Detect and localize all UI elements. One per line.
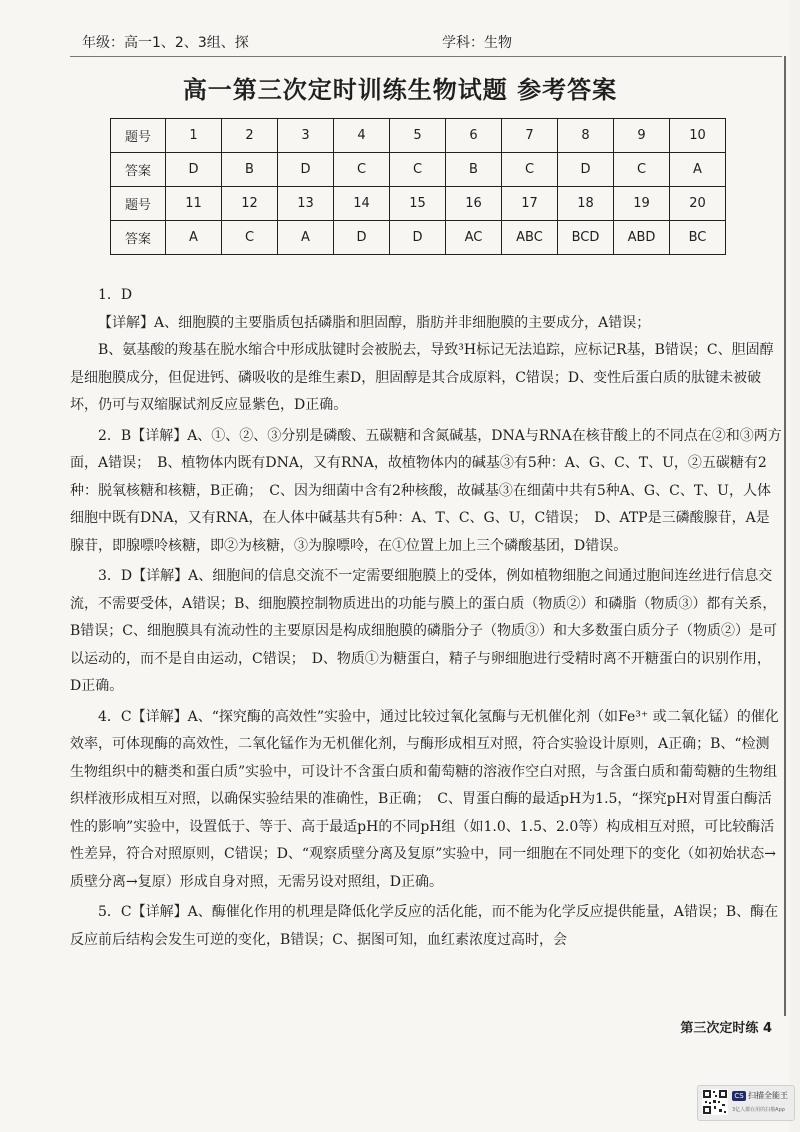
table-cell: 9 [614,119,670,153]
q3-explanation: 3．D【详解】A、细胞间的信息交流不一定需要细胞膜上的受体，例如植物细胞之间通过胞间连丝进行信息交流，不需要受体，A错误；B、细胞膜控制物质进出的功能与膜上的蛋白质（物质②）和磷脂（物质③）都有关系，B错误；C、细胞膜具有流动性的主要原因是构成细胞膜的磷脂分子（物质③）和大多数蛋白质分子（物质②）是可以运动的，而不是自由运动，C错误； D、物质①为糖蛋白，精子与卵细胞进行受精时离不开糖蛋白的识别作用，D正确。 [70,568,777,694]
table-cell: 6 [446,119,502,153]
table-cell: C [614,153,670,187]
page-edge-line [784,56,786,1016]
table-cell: ABD [614,221,670,255]
table-row [111,221,726,255]
table-cell: D [334,221,390,255]
q5-explanation: 5．C【详解】A、酶催化作用的机理是降低化学反应的活化能，而不能为化学反应提供能量，A错误；B、酶在反应前后结构会发生可逆的变化，B错误；C、据图可知，血红素浓度过高时，会 [70,904,779,948]
cs-logo: CS [732,1091,746,1101]
q1-detail-a: 【详解】A、细胞膜的主要脂质包括磷脂和胆固醇，脂肪并非细胞膜的主要成分，A错误； [98,314,651,331]
table-cell: C [222,221,278,255]
table-cell: 13 [278,187,334,221]
table-cell: D [278,153,334,187]
row-label-cell: 题号 [111,187,166,221]
table-cell: 18 [558,187,614,221]
grade-label: 年级：高一1、2、3组、探 [82,35,249,51]
table-cell: 1 [166,119,222,153]
row-label-cell: 答案 [111,221,166,255]
subject-label: 学科：生物 [442,35,512,51]
table-cell: 5 [390,119,446,153]
table-row [111,187,726,221]
page-footer-label: 第三次定时练 4 [680,1021,772,1036]
table-cell: A [278,221,334,255]
table-cell: 2 [222,119,278,153]
table-cell: 12 [222,187,278,221]
table-cell: 3 [278,119,334,153]
table-cell: 10 [670,119,726,153]
table-row [111,153,726,187]
scanner-app-tagline: 3亿人都在用的扫描App [732,1107,785,1113]
row-label-cell: 答案 [111,153,166,187]
table-cell: B [446,153,502,187]
table-cell: 19 [614,187,670,221]
table-cell: C [334,153,390,187]
row-label-cell: 题号 [111,119,166,153]
table-cell: C [502,153,558,187]
table-cell: 20 [670,187,726,221]
table-cell: BC [670,221,726,255]
table-cell: D [558,153,614,187]
table-cell: 14 [334,187,390,221]
table-cell: C [390,153,446,187]
q2-explanation: 2．B【详解】A、①、②、③分别是磷酸、五碳糖和含氮碱基，DNA与RNA在核苷酸上的不同点在②和③两方面，A错误； B、植物体内既有DNA，又有RNA，故植物体内的碱基③有5种：A、G、C、T、U，②五碳糖有2种：脱氧核糖和核糖，B正确； C、因为细菌中含有2种核酸，故碱基③在细菌中共有5种A、G、C、T、U，人体细胞中既有DNA，又有RNA，在人体中碱基共有5种：A、T、C、G、U，C错误； D、ATP是三磷酸腺苷，A是腺苷，即腺嘌呤核糖，即②为核糖，③为腺嘌呤，在①位置上加上三个磷酸基团，D错误。 [70,427,782,554]
table-row [111,119,726,153]
table-cell: A [670,153,726,187]
table-cell: ABC [502,221,558,255]
header-divider [70,56,782,57]
q1-detail-bcd: B、氨基酸的羧基在脱水缩合中形成肽键时会被脱去，导致³H标记无法追踪，应标记R基，B错误；C、胆固醇是细胞膜成分，但促进钙、磷吸收的是维生素D，胆固醇是其合成原料，C错误；D、变性后蛋白质的肽键未被破坏，仍可与双缩脲试剂反应显紫色，D正确。 [70,342,774,413]
table-cell: 7 [502,119,558,153]
table-cell: 8 [558,119,614,153]
table-cell: 15 [390,187,446,221]
table-cell: BCD [558,221,614,255]
table-cell: D [166,153,222,187]
scanner-watermark [697,1085,795,1121]
table-cell: B [222,153,278,187]
scanner-app-name: 扫描全能王 [748,1091,788,1100]
answer-explanations [70,282,782,954]
answer-table [110,118,726,255]
table-cell: D [390,221,446,255]
page-title: 高一第三次定时训练生物试题 参考答案 [182,76,618,104]
table-cell: 16 [446,187,502,221]
table-cell: A [166,221,222,255]
q4-explanation: 4．C【详解】A、“探究酶的高效性”实验中，通过比较过氧化氢酶与无机催化剂（如Fe³⁺ 或二氧化锰）的催化效率，可体现酶的高效性，二氧化锰作为无机催化剂，与酶形成相互对照，符合实验设计原则，A正确；B、“检测生物组织中的糖类和蛋白质”实验中，可设计不含蛋白质和葡萄糖的溶液作空白对照，与含蛋白质和葡萄糖的生物组织样液形成相互对照，以确保实验结果的准确性，B正确； C、胃蛋白酶的最适pH为1.5，“探究pH对胃蛋白酶活性的影响”实验中，设置低于、等于、高于最适pH的不同pH组（如1.0、1.5、2.0等）构成相互对照，可比较酶活性差异，符合对照原则，C错误；D、“观察质壁分离及复原”实验中，同一细胞在不同处理下的变化（如初始状态→质壁分离→复原）形成自身对照，无需另设对照组，D正确。 [70,708,779,890]
q1-heading: 1．D [98,287,133,303]
table-cell: 17 [502,187,558,221]
table-cell: 4 [334,119,390,153]
table-cell: 11 [166,187,222,221]
page-header [82,30,722,54]
table-cell: AC [446,221,502,255]
qr-code-icon [702,1089,728,1115]
